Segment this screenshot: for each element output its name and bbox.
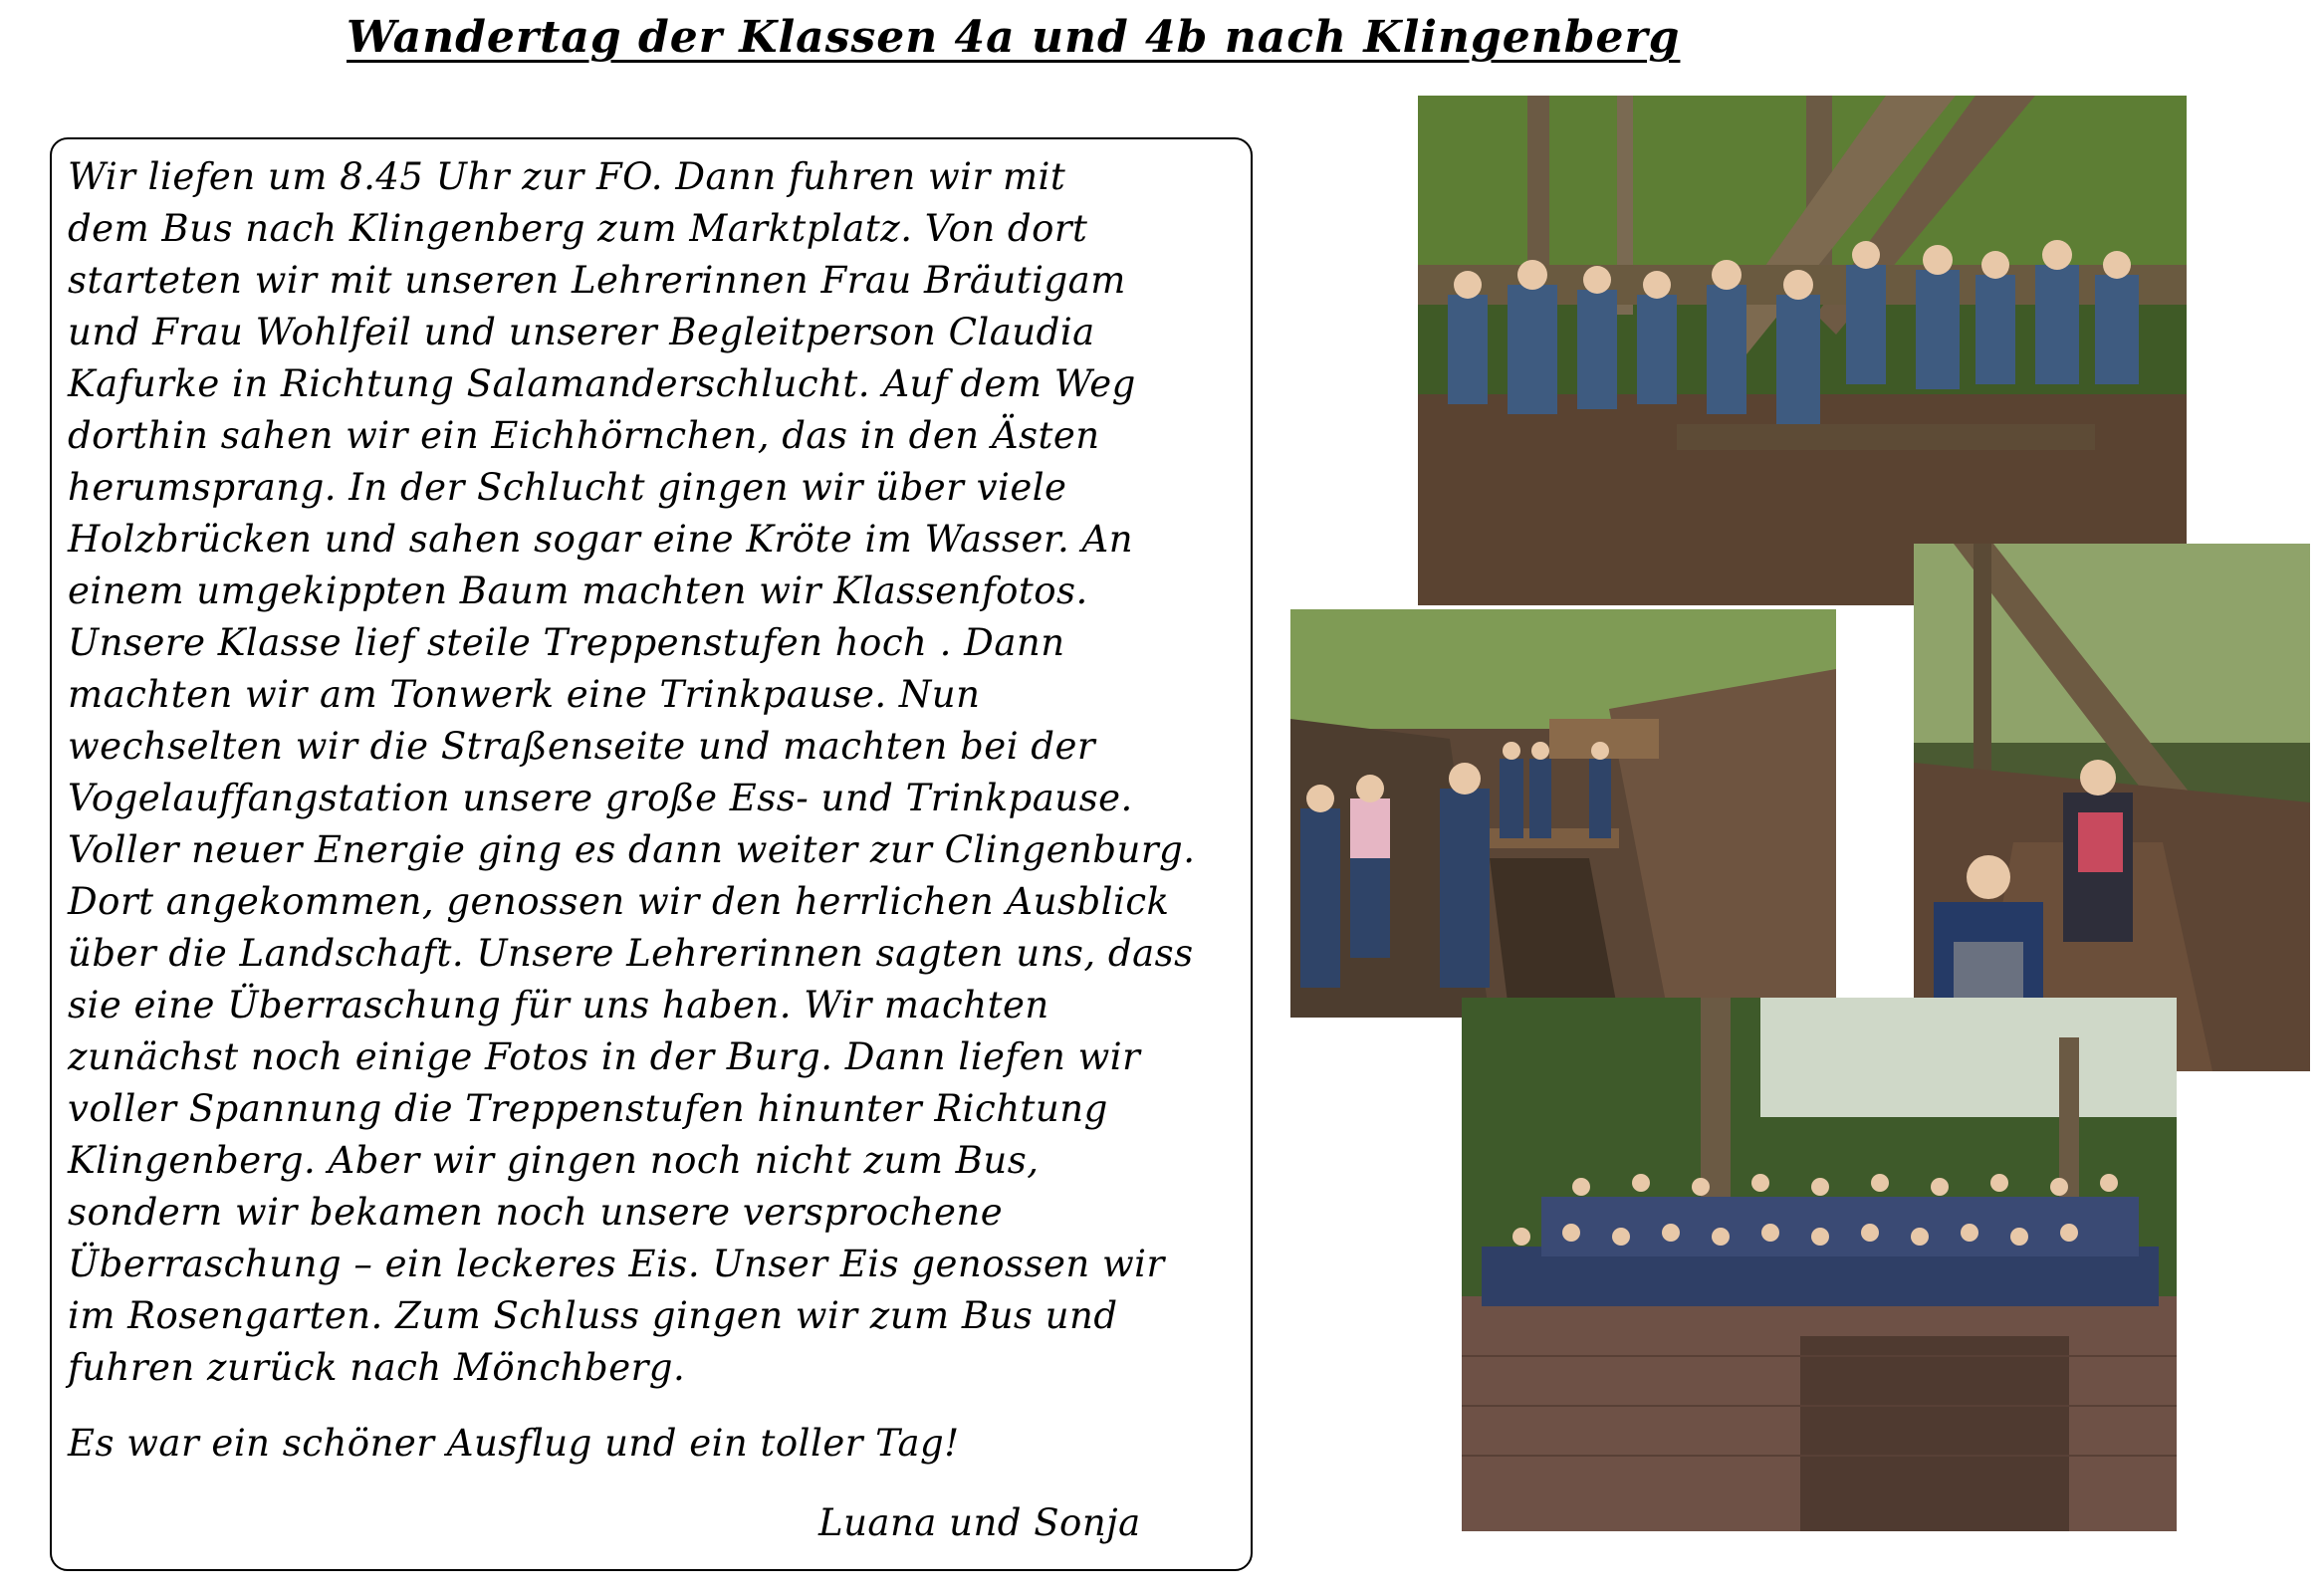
photo-stairs-walk: [1914, 544, 2310, 1071]
story-line: einem umgekippten Baum machten wir Klassenfotos.: [68, 569, 1088, 612]
story-line: Kafurke in Richtung Salamanderschlucht. Auf dem Weg: [68, 362, 1136, 405]
story-line: sie eine Überraschung für uns haben. Wir machten: [68, 984, 1049, 1026]
story-line: dem Bus nach Klingenberg zum Marktplatz. Von dort: [68, 207, 1088, 250]
story-line: machten wir am Tonwerk eine Trinkpause. Nun: [68, 673, 981, 716]
forest-group-image: [1418, 96, 2187, 605]
story-text-box: [50, 137, 1253, 1571]
story-line: Holzbrücken und sahen sogar eine Kröte im Wasser. An: [68, 518, 1134, 561]
story-line: Voller neuer Energie ging es dann weiter zur Clingenburg.: [68, 828, 1196, 871]
story-line: zunächst noch einige Fotos in der Burg. Dann liefen wir: [68, 1035, 1141, 1078]
story-line: über die Landschaft. Unsere Lehrerinnen sagten uns, dass: [68, 932, 1194, 975]
castle-group-image: [1462, 998, 2177, 1531]
gorge-bridge-image: [1290, 609, 1836, 1018]
photo-gorge-bridge: [1290, 609, 1836, 1018]
story-line: Unsere Klasse lief steile Treppenstufen hoch . Dann: [68, 621, 1065, 664]
story-line: dorthin sahen wir ein Eichhörnchen, das in den Ästen: [68, 414, 1100, 457]
story-line: starteten wir mit unseren Lehrerinnen Frau Bräutigam: [68, 259, 1126, 302]
photo-forest-group: [1418, 96, 2187, 605]
page-title: Wandertag der Klassen 4a und 4b nach Klingenberg: [347, 12, 1681, 63]
stairs-walk-image: [1914, 544, 2310, 1071]
closing-line: Es war ein schöner Ausflug und ein toller Tag!: [68, 1422, 960, 1465]
story-line: und Frau Wohlfeil und unserer Begleitperson Claudia: [68, 311, 1095, 353]
story-line: fuhren zurück nach Mönchberg.: [68, 1346, 686, 1389]
story-line: Wir liefen um 8.45 Uhr zur FO. Dann fuhren wir mit: [68, 155, 1066, 198]
story-line: Vogelauffangstation unsere große Ess- und Trinkpause.: [68, 777, 1133, 819]
signature: Luana und Sonja: [818, 1501, 1141, 1544]
story-line: im Rosengarten. Zum Schluss gingen wir zum Bus und: [68, 1294, 1118, 1337]
photo-castle-group: [1462, 998, 2177, 1531]
story-line: wechselten wir die Straßenseite und machten bei der: [68, 725, 1096, 768]
story-line: herumsprang. In der Schlucht gingen wir über viele: [68, 466, 1067, 509]
story-line: Klingenberg. Aber wir gingen noch nicht zum Bus,: [68, 1139, 1040, 1182]
story-line: voller Spannung die Treppenstufen hinunter Richtung: [68, 1087, 1108, 1130]
story-line: sondern wir bekamen noch unsere versprochene: [68, 1191, 1004, 1234]
story-line: Dort angekommen, genossen wir den herrlichen Ausblick: [68, 880, 1170, 923]
story-line: Überraschung – ein leckeres Eis. Unser Eis genossen wir: [68, 1243, 1165, 1285]
